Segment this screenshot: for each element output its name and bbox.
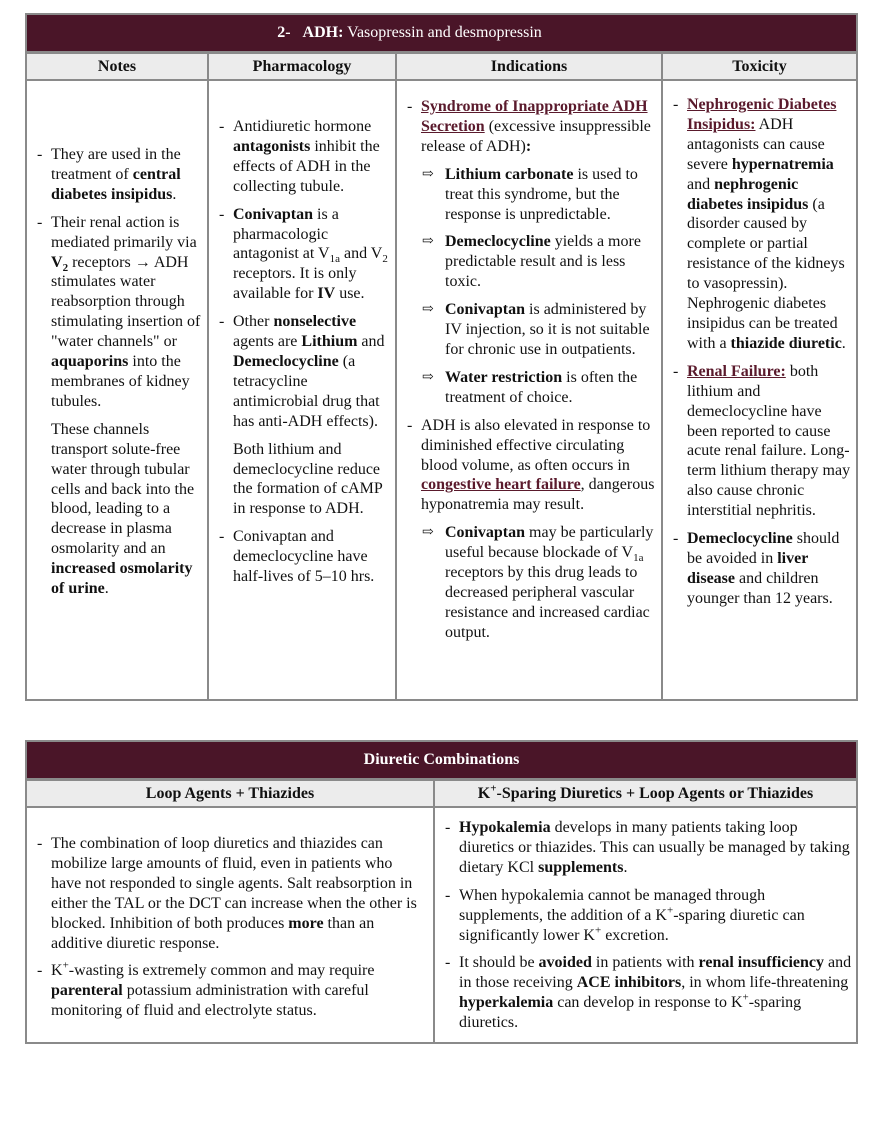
ndi-link[interactable]: Nephrogenic Diabetes Insipidus: bbox=[687, 96, 837, 133]
notes-item-2: - Their renal action is mediated primarily via $V_2$ receptors → ADH stimulates water reabsorption through stimulating insertion of "water channels" or aquaporins into the membranes of kidney tubules. bbox=[37, 213, 201, 410]
col-header-notes: Notes bbox=[26, 53, 208, 81]
combo-header: Diuretic Combinations bbox=[26, 741, 857, 780]
pharm-item-3: - Other nonselective agents are Lithium and Demeclocycline (a tetracycline antimicrobial drug that has anti-ADH effects). bbox=[219, 313, 385, 430]
adh-title-bold: ADH: bbox=[302, 24, 344, 41]
indications-cell bbox=[396, 80, 662, 700]
k-sparing-cell bbox=[434, 807, 857, 1043]
arrow-icon: ⇨ bbox=[422, 302, 434, 318]
ind-item-2: - ADH is also elevated in response to diminished effective circulating blood volume, as often occurs in congestive heart failure, dangerous hyponatremia may result. bbox=[407, 416, 655, 514]
arrow-icon: ⇨ bbox=[422, 525, 434, 541]
ind-sub-4: ⇨ Water restriction is often the treatment of choice. bbox=[422, 368, 638, 406]
combo-left-item-2: - K+-wasting is extremely common and may require parenteral potassium administration with careful monitoring of fluid and electrolyte status. bbox=[37, 960, 375, 1020]
pharmacology-cell bbox=[208, 80, 396, 700]
arrow-icon: ⇨ bbox=[422, 234, 434, 250]
arrow-icon: ⇨ bbox=[422, 166, 434, 182]
tox-item-1: - Nephrogenic Diabetes Insipidus: ADH antagonists can cause severe hypernatremia and nephrogenic diabetes insipidus (a disorder caused by complete or partial resistance of the kidneys to vasopressin). Nephrogenic diabetes insipidus can be treated with a thiazide diuretic. bbox=[673, 96, 846, 352]
pharm-paragraph-4: Both lithium and demeclocycline reduce the formation of cAMP in response to ADH. bbox=[233, 440, 383, 518]
notes-cell bbox=[26, 80, 208, 700]
diuretic-combinations-table bbox=[25, 740, 858, 1044]
combo-right-item-3: - It should be avoided in patients with renal insufficiency and in those receiving ACE inhibitors, in whom life-threatening hyperkalemia can develop in response to K+-sparing diuretics. bbox=[445, 954, 852, 1032]
ind-sub-1: ⇨ Lithium carbonate is used to treat this syndrome, but the response is unpredictable. bbox=[422, 165, 638, 223]
col-header-pharmacology: Pharmacology bbox=[208, 53, 396, 81]
notes-paragraph-3: These channels transport solute-free water through tubular cells and back into the blood, leading to a decrease in plasma osmolarity and an increased osmolarity of urine. bbox=[51, 420, 195, 598]
chf-link[interactable]: congestive heart failure bbox=[421, 476, 581, 494]
tox-item-3: - Demeclocycline should be avoided in liver disease and children younger than 12 years. bbox=[673, 530, 840, 607]
tox-item-2: - Renal Failure: both lithium and demeclocycline have been reported to cause acute renal failure. Long-term lithium therapy may also cause chronic interstitial nephritis. bbox=[673, 362, 851, 520]
col-header-loop-thiazides: Loop Agents + Thiazides bbox=[26, 780, 434, 808]
ind-item-1: - Syndrome of Inappropriate ADH Secretion (excessive insuppressible release of ADH): bbox=[407, 98, 651, 155]
combo-right-item-1: - Hypokalemia develops in many patients taking loop diuretics or thiazides. This can usually be managed by taking dietary KCl supplements. bbox=[445, 819, 850, 876]
adh-title-rest: Vasopressin and desmopressin bbox=[347, 24, 542, 41]
loop-thiazides-cell bbox=[26, 807, 434, 1043]
renal-failure-link[interactable]: Renal Failure: bbox=[687, 362, 786, 380]
notes-item-1: - They are used in the treatment of central diabetes insipidus. bbox=[37, 146, 181, 203]
siadh-link[interactable]: Syndrome of Inappropriate ADH Secretion bbox=[421, 98, 648, 135]
pharm-item-2: - Conivaptan is a pharmacologic antagonist at $V_{1a}$ and $V_2$ receptors. It is only available for IV use. bbox=[219, 205, 388, 303]
pharm-item-5: - Conivaptan and demeclocycline have half-lives of 5–10 hrs. bbox=[219, 528, 375, 586]
section-number: 2- bbox=[277, 24, 291, 41]
combo-left-item-1: - The combination of loop diuretics and thiazides can mobilize large amounts of fluid, even in patients who have not responded to single agents. Salt reabsorption in either the TAL or the DCT can increase when the other is blocked. Inhibition of both produces more than an additive diuretic response. bbox=[37, 835, 417, 952]
adh-table bbox=[25, 13, 858, 701]
arrow-icon: ⇨ bbox=[422, 369, 434, 385]
adh-table-header bbox=[26, 14, 857, 53]
col-header-toxicity: Toxicity bbox=[662, 53, 857, 81]
combo-right-item-2: - When hypokalemia cannot be managed through supplements, the addition of a K+-sparing diuretic can significantly lower K+ excretion. bbox=[445, 886, 805, 944]
col-header-k-sparing: K+-Sparing Diuretics + Loop Agents or Thiazides bbox=[434, 780, 857, 808]
toxicity-cell bbox=[662, 80, 857, 700]
pharm-item-1: - Antidiuretic hormone antagonists inhibit the effects of ADH in the collecting tubule. bbox=[219, 118, 380, 195]
ind-sub-3: ⇨ Conivaptan is administered by IV injection, so it is not suitable for chronic use in outpatients. bbox=[422, 301, 650, 358]
ind-sub-2: ⇨ Demeclocycline yields a more predictable result and is less toxic. bbox=[422, 233, 641, 291]
col-header-indications: Indications bbox=[396, 53, 662, 81]
ind-sub-5: ⇨ Conivaptan may be particularly useful because blockade of $V_{1a}$ receptors by this drug leads to decreased peripheral vascular resistance and increased cardiac output. bbox=[422, 524, 654, 641]
